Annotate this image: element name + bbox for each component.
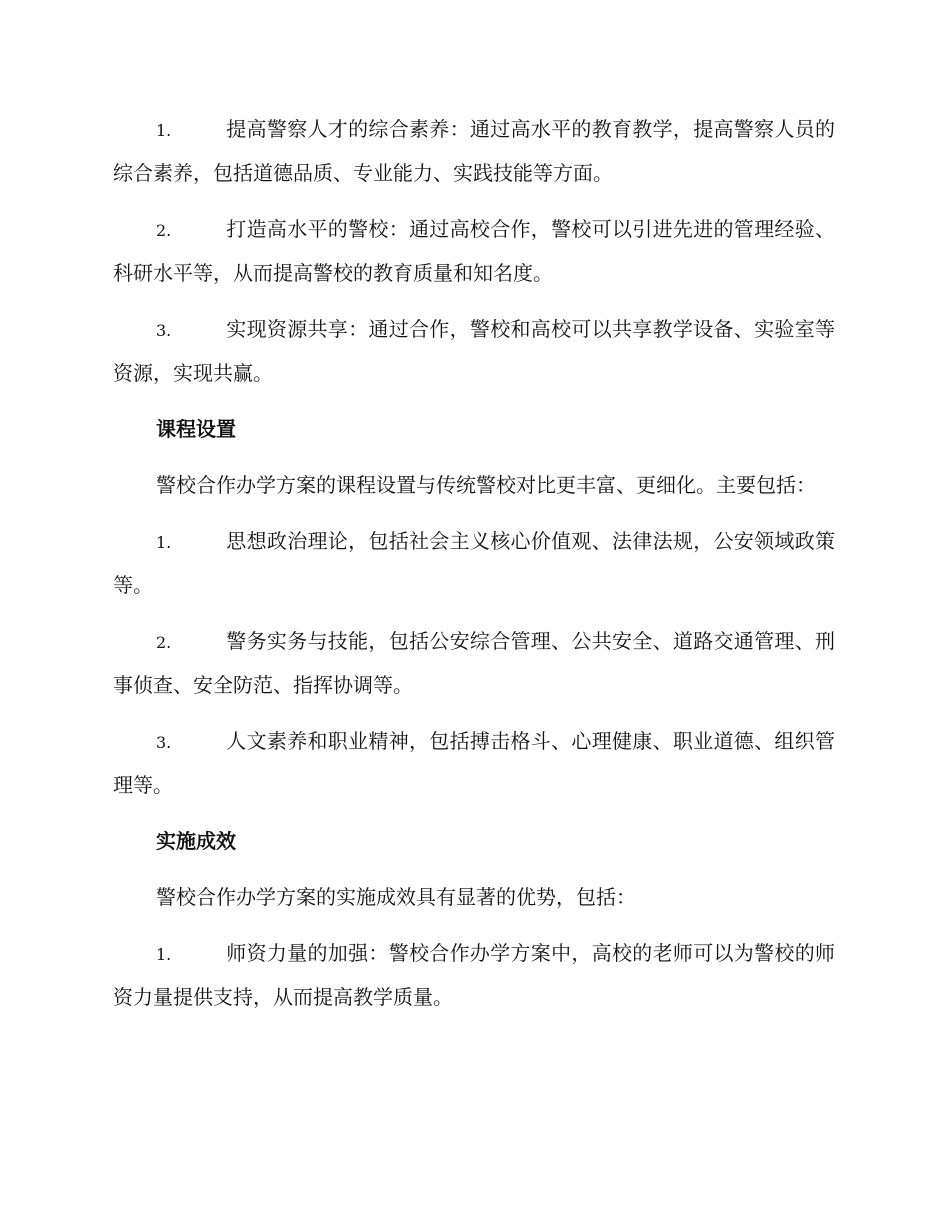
list-text: 警务实务与技能，包括公安综合管理、公共安全、道路交通管理、刑事侦查、安全防范、指挥协调等。	[113, 629, 835, 697]
list-text: 打造高水平的警校：通过高校合作，警校可以引进先进的管理经验、科研水平等，从而提高警校的教育质量和知名度。	[113, 217, 835, 285]
list-item	[113, 932, 835, 1018]
list-number: 1.	[156, 121, 172, 140]
list-text: 实现资源共享：通过合作，警校和高校可以共享教学设备、实验室等资源，实现共赢。	[113, 317, 835, 385]
list-number: 3.	[156, 321, 172, 340]
list-number: 2.	[156, 221, 172, 240]
list-item	[113, 108, 835, 194]
section-heading-results: 实施成效	[156, 829, 236, 853]
list-text: 思想政治理论，包括社会主义核心价值观、法律法规，公安领域政策等。	[113, 529, 835, 597]
list-number: 2.	[156, 633, 172, 652]
list-item	[113, 620, 835, 706]
list-text: 提高警察人才的综合素养：通过高水平的教育教学，提高警察人员的综合素养，包括道德品质、专业能力、实践技能等方面。	[113, 117, 835, 185]
paragraph-curriculum: 警校合作办学方案的课程设置与传统警校对比更丰富、更细化。主要包括：	[156, 473, 816, 497]
list-text: 人文素养和职业精神，包括搏击格斗、心理健康、职业道德、组织管理等。	[113, 729, 835, 797]
paragraph-results: 警校合作办学方案的实施成效具有显著的优势，包括：	[156, 885, 636, 909]
list-item	[113, 520, 835, 606]
list-number: 1.	[156, 533, 172, 552]
list-text: 师资力量的加强：警校合作办学方案中，高校的老师可以为警校的师资力量提供支持，从而提高教学质量。	[113, 941, 835, 1009]
list-item	[113, 720, 835, 806]
list-item	[113, 208, 835, 294]
list-number: 1.	[156, 945, 172, 964]
list-item	[113, 308, 835, 394]
list-number: 3.	[156, 733, 172, 752]
section-heading-curriculum: 课程设置	[156, 417, 236, 441]
document-page	[113, 108, 835, 1032]
